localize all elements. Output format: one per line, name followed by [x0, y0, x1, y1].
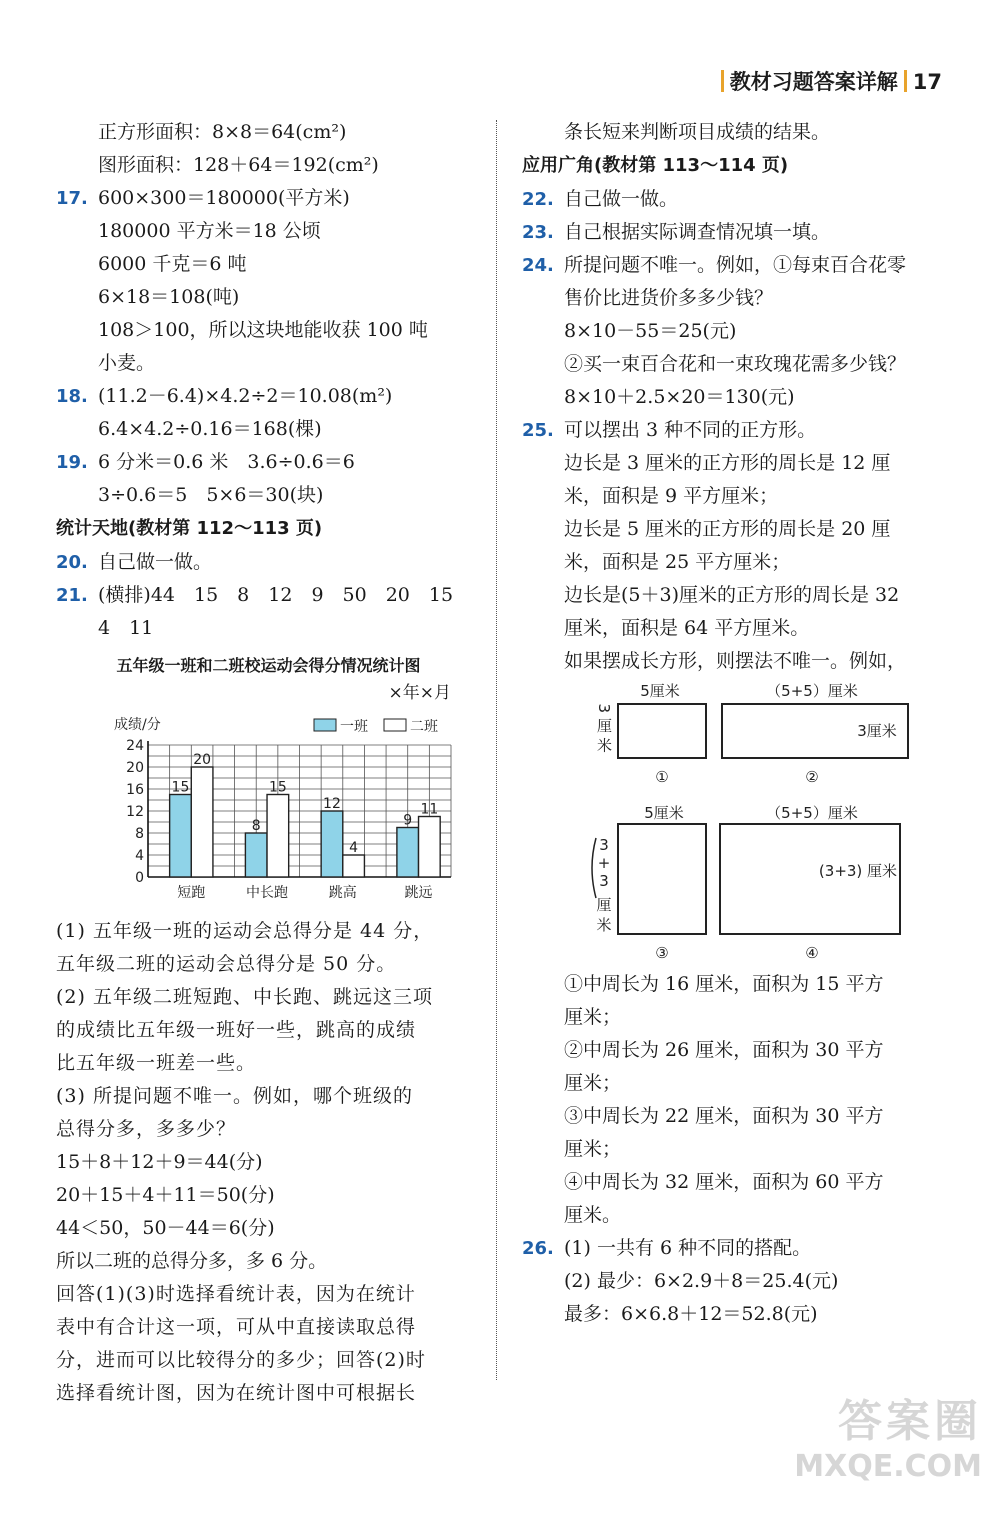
fig1-side-label: 3 厘 米 — [595, 703, 613, 753]
y-tick-label: 12 — [126, 804, 144, 820]
bar-class1 — [170, 795, 192, 878]
bar-class2 — [191, 767, 213, 877]
answer-line: 20＋15＋4＋11＝50(分) — [56, 1184, 275, 1206]
answer-line: 五年级二班的运动会总得分是 50 分。 — [56, 953, 397, 975]
text-line: 6000 千克＝6 吨 — [98, 253, 247, 275]
fig3-top-label: 5厘米 — [644, 804, 684, 822]
answer-line: 回答(1)(3)时选择看统计表，因为在统计 — [56, 1283, 416, 1305]
text-line: 4 11 — [98, 617, 154, 639]
legend-swatch — [384, 719, 406, 731]
bar-class1 — [245, 833, 267, 877]
text-line: 3÷0.6＝5 5×6＝30(块) — [98, 484, 324, 506]
bar-value-label: 8 — [251, 818, 261, 834]
answer-line: 的成绩比五年级一班好一些，跳高的成绩 — [56, 1019, 417, 1041]
fig4-top-label: （5+5）厘米 — [766, 804, 858, 822]
text-line: 米，面积是 9 平方厘米； — [564, 485, 779, 507]
legend-swatch — [314, 719, 336, 731]
answer-line: (2) 五年级二班短跑、中长跑、跳远这三项 — [56, 986, 433, 1008]
text-line: 图形面积：128＋64＝192(cm²) — [98, 154, 379, 176]
question-18: 18. (11.2－6.4)×4.2÷2＝10.08(m²) — [56, 380, 481, 413]
question-20: 20. 自己做一做。 — [56, 546, 481, 579]
fig2-inner-label: 3厘米 — [857, 722, 897, 740]
page-number: 17 — [912, 70, 942, 94]
bar-class2 — [419, 817, 441, 878]
left-column — [56, 116, 481, 1410]
chart-date: ×年×月 — [388, 683, 451, 703]
bar-class2 — [267, 795, 289, 878]
fig3-side-c: 3 — [599, 872, 609, 890]
legend-label: 一班 — [340, 719, 368, 735]
answer-line: 总得分多，多多少？ — [56, 1118, 237, 1140]
header-title: 教材习题答案详解 — [729, 70, 898, 94]
section-heading: 统计天地(教材第 112～113 页) — [56, 518, 323, 539]
answer-line: 表中有合计这一项，可从中直接读取总得 — [56, 1316, 417, 1338]
y-tick-label: 20 — [126, 760, 144, 776]
answer-line: 15＋8＋12＋9＝44(分) — [56, 1151, 263, 1173]
rect-3 — [618, 824, 706, 934]
text-line: 6×18＝108(吨) — [98, 286, 240, 308]
text-line: ②买一束百合花和一束玫瑰花需多少钱？ — [564, 353, 907, 375]
watermark — [794, 1385, 982, 1484]
question-number: 18. — [56, 386, 88, 407]
text-line: 米，面积是 25 平方厘米； — [564, 551, 791, 573]
column-divider — [496, 120, 497, 1380]
y-tick-label: 0 — [135, 870, 144, 886]
question-number: 20. — [56, 552, 88, 573]
y-tick-label: 24 — [126, 738, 144, 754]
header-bar-2 — [904, 70, 907, 92]
answer-line: 44＜50，50－44＝6(分) — [56, 1217, 275, 1239]
text-line: 8×10＋2.5×20＝130(元) — [564, 386, 795, 408]
y-tick-label: 8 — [135, 826, 144, 842]
watermark-line1: 答案圈 — [838, 1396, 982, 1447]
fig1-top-label: 5厘米 — [640, 682, 680, 700]
text-line: 厘米； — [564, 1006, 622, 1028]
text-line: 边长是 3 厘米的正方形的周长是 12 厘 — [564, 452, 891, 474]
answer-line: (3) 所提问题不唯一。例如，哪个班级的 — [56, 1085, 413, 1107]
question-number: 26. — [522, 1238, 554, 1259]
rect-1 — [618, 704, 706, 758]
text-line: 180000 平方米＝18 公顷 — [98, 220, 321, 242]
question-19: 19. 6 分米＝0.6 米 3.6÷0.6＝6 — [56, 446, 481, 479]
question-22: 22. 自己做一做。 — [522, 183, 952, 216]
x-tick-label: 中长跑 — [246, 885, 289, 901]
text-line: 6.4×4.2÷0.16＝168(棵) — [98, 418, 322, 440]
answer-line: 分，进而可以比较得分的多少；回答(2)时 — [56, 1349, 426, 1371]
x-tick-label: 跳高 — [328, 885, 357, 901]
text-line: ④中周长为 32 厘米，面积为 60 平方 — [564, 1171, 884, 1193]
bar-value-label: 4 — [349, 840, 359, 856]
answer-line: 比五年级一班差一些。 — [56, 1052, 257, 1074]
text-line: 厘米，面积是 64 平方厘米。 — [564, 617, 810, 639]
fig4-number: ④ — [805, 944, 819, 962]
text-line: 边长是 5 厘米的正方形的周长是 20 厘 — [564, 518, 891, 540]
fig3-brace — [592, 838, 596, 898]
bar-value-label: 15 — [171, 779, 190, 796]
right-column — [522, 116, 952, 1331]
text-line: 厘米； — [564, 1072, 622, 1094]
header-bar — [721, 70, 724, 92]
answer-line: (1) 五年级一班的运动会总得分是 44 分， — [56, 920, 434, 942]
text-line: 8×10－55＝25(元) — [564, 320, 737, 342]
fig2-top-label: （5+5）厘米 — [766, 682, 858, 700]
bar-class1 — [397, 828, 419, 878]
bar-class2 — [343, 855, 365, 877]
answer-line: 选择看统计图，因为在统计图中可根据长 — [56, 1382, 417, 1404]
bar-chart — [56, 705, 481, 905]
fig2-number: ② — [805, 768, 819, 786]
bar-value-label: 15 — [268, 779, 287, 796]
text-line: ③中周长为 22 厘米，面积为 30 平方 — [564, 1105, 884, 1127]
question-23: 23. 自己根据实际调查情况填一填。 — [522, 216, 952, 249]
fig3-side-e: 米 — [596, 916, 612, 934]
question-number: 21. — [56, 585, 88, 606]
question-number: 23. — [522, 222, 554, 243]
question-number: 25. — [522, 420, 554, 441]
section-heading: 应用广角(教材第 113～114 页) — [522, 155, 789, 176]
fig1-number: ① — [655, 768, 669, 786]
rectangle-figures — [522, 678, 952, 968]
fig3-number: ③ — [655, 944, 669, 962]
bar-value-label: 12 — [323, 796, 341, 812]
question-number: 24. — [522, 255, 554, 276]
question-21: 21. (横排)44 15 8 12 9 50 20 15 — [56, 579, 481, 612]
question-26: 26. (1) 一共有 6 种不同的搭配。 — [522, 1232, 952, 1265]
bar-value-label: 9 — [403, 812, 413, 829]
chart-title: 五年级一班和二班校运动会得分情况统计图 — [116, 656, 421, 675]
bar-class1 — [321, 811, 343, 877]
question-number: 17. — [56, 188, 88, 209]
legend-label: 二班 — [410, 719, 438, 735]
text-line: (2) 最少：6×2.9＋8＝25.4(元) — [564, 1270, 839, 1292]
watermark-line2: MXQE.COM — [794, 1449, 982, 1484]
y-axis-label: 成绩/分 — [114, 717, 161, 733]
x-tick-label: 短跑 — [177, 885, 206, 901]
text-line: 条长短来判断项目成绩的结果。 — [564, 121, 831, 143]
text-line: 售价比进货价多多少钱？ — [564, 287, 774, 309]
text-line: ①中周长为 16 厘米，面积为 15 平方 — [564, 973, 884, 995]
fig4-inner-label: (3+3) 厘米 — [818, 862, 898, 880]
answer-line: 所以二班的总得分多，多 6 分。 — [56, 1250, 328, 1272]
fig3-side-b: + — [597, 854, 611, 872]
y-tick-label: 16 — [126, 782, 144, 798]
text-line: 边长是(5＋3)厘米的正方形的周长是 32 — [564, 584, 900, 606]
text-line: 小麦。 — [98, 352, 156, 374]
x-tick-label: 跳远 — [404, 885, 433, 901]
fig3-side-a: 3 — [599, 836, 609, 854]
bar-value-label: 20 — [193, 752, 212, 768]
page-header — [715, 66, 942, 96]
text-line: 正方形面积：8×8＝64(cm²) — [98, 121, 347, 143]
text-line: 最多：6×6.8＋12＝52.8(元) — [564, 1303, 818, 1325]
text-line: ②中周长为 26 厘米，面积为 30 平方 — [564, 1039, 884, 1061]
text-line: 如果摆成长方形，则摆法不唯一。例如， — [564, 650, 907, 672]
text-line: 厘米。 — [564, 1204, 622, 1226]
bar-value-label: 11 — [420, 801, 439, 818]
question-17: 17. 600×300＝180000(平方米) — [56, 182, 481, 215]
question-number: 22. — [522, 189, 554, 210]
question-24: 24. 所提问题不唯一。例如，①每束百合花零 — [522, 249, 952, 282]
question-25: 25. 可以摆出 3 种不同的正方形。 — [522, 414, 952, 447]
text-line: 厘米； — [564, 1138, 622, 1160]
y-tick-label: 4 — [135, 848, 144, 864]
text-line: 108＞100，所以这块地能收获 100 吨 — [98, 319, 428, 341]
question-number: 19. — [56, 452, 88, 473]
fig3-side-d: 厘 — [596, 896, 612, 914]
